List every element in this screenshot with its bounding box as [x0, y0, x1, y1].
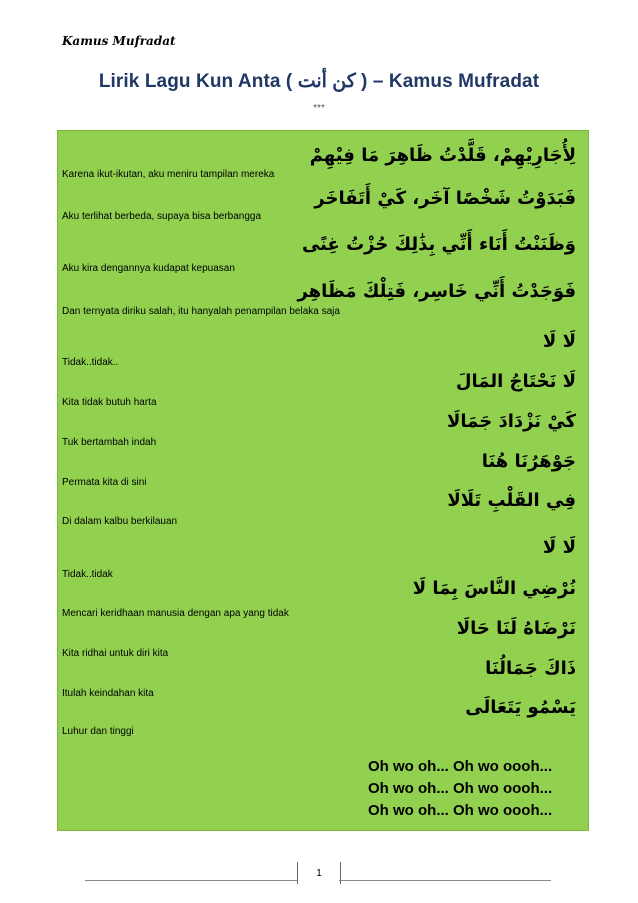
lyric-translation: Itulah keindahan kita: [62, 688, 154, 699]
footer-rule-right: [339, 880, 551, 881]
lyric-arabic: نُرْضِي النَّاسَ بِمَا لَا: [412, 578, 576, 599]
header-title: Kamus Mufradat: [62, 34, 176, 48]
lyric-translation: Di dalam kalbu berkilauan: [62, 516, 178, 527]
lyric-arabic: فَبَدَوْتُ شَخْصًا آخَر، كَيْ أَتَفَاخَر: [314, 188, 576, 209]
lyric-arabic: لَا لَا: [542, 537, 576, 558]
lyric-translation: Tuk bertambah indah: [62, 437, 157, 448]
lyric-arabic: وَظَنَنْتُ أَنَاء أَنِّي بِذَٰلِكَ حُزْتُ غِنًى: [301, 234, 576, 255]
lyric-arabic: فِي القَلْبِ تَلَالَا: [447, 490, 576, 511]
chorus-line: Oh wo oh... Oh wo oooh...: [368, 802, 553, 819]
lyric-translation: Luhur dan tinggi: [62, 726, 134, 737]
lyric-translation: Karena ikut-ikutan, aku meniru tampilan mereka: [62, 169, 275, 180]
document-title: Lirik Lagu Kun Anta ( كن أنت ) – Kamus Mufradat: [98, 71, 540, 92]
separator: ***: [313, 103, 325, 114]
lyric-translation: Permata kita di sini: [62, 477, 147, 488]
footer-rule-left: [85, 880, 297, 881]
lyric-arabic: فَوَجَدْتُ أَنِّي خَاسِر، فَتِلْكَ مَظَاهِر: [297, 281, 576, 302]
lyric-arabic: جَوْهَرُنَا هُنَا: [481, 451, 576, 472]
lyric-arabic: لِأُجَارِيْهِمْ، قَلَّدْتُ ظَاهِرَ مَا فِيْهِمْ: [309, 145, 576, 166]
lyric-translation: Tidak..tidak..: [62, 357, 119, 368]
lyric-arabic: لَا لَا: [542, 331, 576, 352]
lyric-translation: Tidak..tidak: [62, 569, 113, 580]
lyric-arabic: لَا نَحْتَاجُ المَالَ: [455, 371, 576, 392]
lyrics-box: [57, 130, 589, 831]
lyric-translation: Kita ridhai untuk diri kita: [62, 648, 169, 659]
lyric-translation: Dan ternyata diriku salah, itu hanyalah penampilan belaka saja: [62, 306, 340, 317]
lyric-arabic: ذَاكَ جَمَالُنَا: [485, 658, 576, 679]
lyric-translation: Aku terlihat berbeda, supaya bisa berbangga: [62, 211, 262, 222]
chorus-line: Oh wo oh... Oh wo oooh...: [368, 758, 553, 775]
lyric-arabic: يَسْمُو يَتَعَالَى: [465, 697, 576, 718]
lyric-translation: Kita tidak butuh harta: [62, 397, 157, 408]
lyric-arabic: كَيْ نَزْدَادَ جَمَالَا: [446, 411, 576, 432]
chorus-line: Oh wo oh... Oh wo oooh...: [368, 780, 553, 797]
lyric-arabic: نَرْضَاهُ لَنَا حَالَا: [456, 618, 576, 639]
page-number: 1: [316, 868, 322, 879]
lyric-translation: Aku kira dengannya kudapat kepuasan: [62, 263, 235, 274]
lyric-translation: Mencari keridhaan manusia dengan apa yang tidak: [62, 608, 289, 619]
